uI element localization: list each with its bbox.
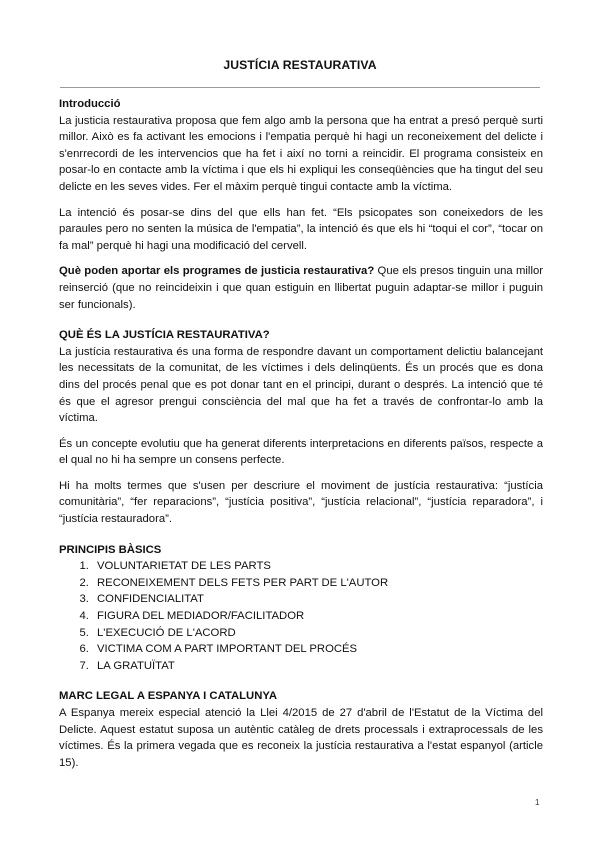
principle-item: 1. VOLUNTARIETAT DE LES PARTS: [92, 558, 543, 575]
document-title: JUSTÍCIA RESTAURATIVA: [223, 58, 377, 72]
principle-item: 3. CONFIDENCIALITAT: [92, 591, 543, 608]
page-number: 1: [535, 798, 540, 807]
intro-answer: Que els presos tinguin una millor reinserció (que no reincideixin i que quan estiguin en llibertat puguin adaptar-se millor i puguin ser funcionals).: [59, 265, 543, 311]
legal-paragraph-1: A Espanya mereix especial atenció la Llei 4/2015 de 27 d'abril de l'Estatut de la Víctima del Delicte. Aquest estatut suposa un autèntic catàleg de drets processals i extraprocessals de les víctimes. És la primera vegada que es reconeix la justícia restaurativa a l'estat espanyol (article 15).: [59, 707, 543, 769]
principles-list: [59, 558, 543, 674]
intro-question: Què poden aportar els programes de justicia restaurativa?: [59, 265, 375, 278]
intro-paragraph-3: [59, 263, 543, 313]
intro-paragraph-2: La intenció és posar-se dins del que ells han fet. “Els psicopates son coneixedors de les paraules pero no senten la música de l'empatia”, la intenció és que els hi “toqui el cor”, “tocar on fa mal” perquè hi hagi una modificació del cervell.: [59, 206, 543, 252]
principle-item: 6. VICTIMA COM A PART IMPORTANT DEL PROCÉS: [92, 641, 543, 658]
principle-item: 5. L'EXECUCIÓ DE L'ACORD: [92, 625, 543, 642]
what-paragraph-3: Hi ha molts termes que s'usen per descriure el moviment de justícia restaurativa: “justícia comunitària”, “fer reparacions”, “justícia positiva”, “justícia relacional”, “justícia reparadora”, i “justícia restauradora”.: [59, 479, 543, 526]
legal-heading: MARC LEGAL A ESPANYA I CATALUNYA: [59, 690, 278, 703]
title-divider: [60, 87, 540, 88]
intro-paragraph-1: La justicia restaurativa proposa que fem algo amb la persona que ha entrat a presó perquè surti millor. Això es fa activant les emocions i l'empatia perquè hi hagi un reconeixement del delicte i s'enrrecordi de les intervencios que ha fet i així no torni a reincidir. El programa consisteix en posar-lo en contacte amb la víctima i que els hi expliqui les conseqüències que ha tingut del seu delicte en les seves vides. Fer el màxim perquè tingui contacte amb la víctima.: [59, 114, 543, 193]
what-paragraph-1: La justícia restaurativa és una forma de respondre davant un comportament delictiu balancejant les necessitats de la comunitat, de les víctimes i dels delinqüents. És un procés que es dona dins del procés penal que es pot donar tant en el principi, durant o després. La intenció que té és que el agresor prengui consciència del mal que ha fet a través de confrontar-lo amb la víctima.: [59, 345, 543, 425]
document-body: [59, 96, 543, 771]
principles-heading: PRINCIPIS BÀSICS: [59, 543, 162, 556]
what-paragraph-2: És un concepte evolutiu que ha generat diferents interpretacions en diferents països, respecte a el qual no hi ha sempre un consens perfecte.: [59, 437, 543, 467]
principle-item: 4. FIGURA DEL MEDIADOR/FACILITADOR: [92, 608, 543, 625]
principle-item: 2. RECONEIXEMENT DELS FETS PER PART DE L'AUTOR: [92, 575, 543, 592]
intro-heading: Introducció: [59, 98, 121, 110]
principle-item: 7. LA GRATUÏTAT: [92, 658, 543, 675]
what-heading: QUÈ ÉS LA JUSTÍCIA RESTAURATIVA?: [59, 329, 270, 342]
